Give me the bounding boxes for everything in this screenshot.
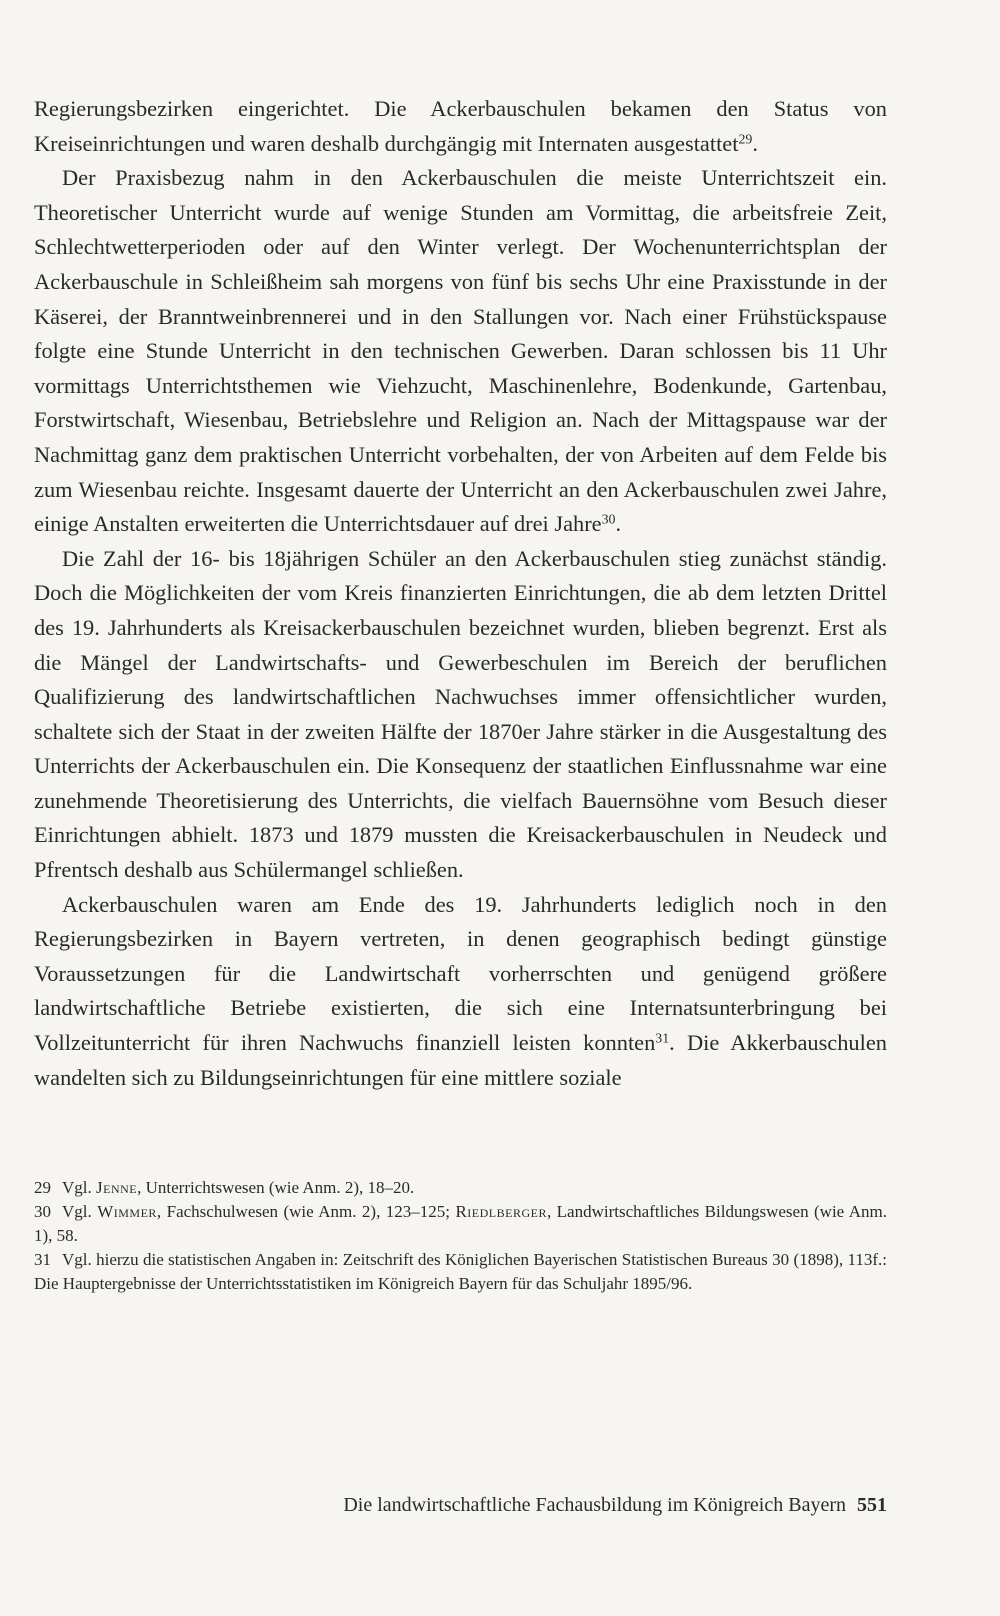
paragraph-4 bbox=[34, 888, 887, 1096]
footnote-author: Jenne bbox=[96, 1178, 138, 1197]
footnote-ref-31: 31 bbox=[655, 1031, 670, 1047]
footnote-author: Wimmer bbox=[97, 1202, 157, 1221]
footnote-text: Vgl. bbox=[62, 1178, 96, 1197]
paragraph-1 bbox=[34, 92, 887, 161]
footnote-number: 29 bbox=[34, 1178, 51, 1197]
footnote-29 bbox=[34, 1176, 887, 1200]
footnote-text: , Landwirtschaftliches Bildungswesen (wie Anm. 1), 58. bbox=[34, 1202, 887, 1245]
paragraph-3-text: Die Zahl der 16- bis 18jährigen Schüler an den Ackerbauschulen stieg zunächst ständig. Doch die Möglichkeiten der vom Kreis finanzierten Einrichtungen, die ab dem letzten Drittel des 19. Jahrhunderts als Kreisackerbauschulen bezeichnet wurden, blieben begrenzt. Erst als die Mängel der Landwirtschafts- und Gewerbeschulen im Bereich der beruflichen Qualifizierung des landwirtschaftlichen Nachwuchses immer offensichtlicher wurden, schaltete sich der Staat in der zweiten Hälfte der 1870er Jahre stärker in die Ausgestaltung des Unterrichts der Ackerbauschulen ein. Die Konsequenz der staatlichen Einflussnahme war eine zunehmende Theoretisierung des Unterrichts, die vielfach Bauernsöhne vom Besuch dieser Einrichtungen abhielt. 1873 und 1879 mussten die Kreisackerbauschulen in Neudeck und Pfrentsch deshalb aus Schülermangel schließen. bbox=[34, 545, 887, 883]
footnote-text: Vgl. bbox=[62, 1202, 98, 1221]
footnote-number: 31 bbox=[34, 1250, 51, 1269]
paragraph-1-tail: . bbox=[752, 130, 758, 156]
footnote-text: , Fachschulwesen (wie Anm. 2), 123–125; bbox=[156, 1202, 456, 1221]
paragraph-2-tail: . bbox=[615, 511, 622, 537]
footnote-text: , Unterrichtswesen (wie Anm. 2), 18–20. bbox=[137, 1178, 415, 1197]
body-text bbox=[34, 92, 887, 1095]
paragraph-1-text: Regierungsbezirken eingerichtet. Die Ackerbauschulen bekamen den Status von Kreiseinrichtungen und waren deshalb durchgängig mit Internaten ausgestattet bbox=[34, 96, 887, 156]
paragraph-4-tail: . Die Akkerbauschulen wandelten sich zu Bildungseinrichtungen für eine mittlere soziale bbox=[34, 1030, 887, 1090]
paragraph-2 bbox=[34, 161, 887, 542]
footnote-30 bbox=[34, 1200, 887, 1248]
paragraph-3 bbox=[34, 542, 887, 888]
footnote-ref-29: 29 bbox=[738, 131, 753, 147]
running-title: Die landwirtschaftliche Fachausbildung im Königreich Bayern bbox=[343, 1494, 846, 1516]
page-number: 551 bbox=[857, 1494, 887, 1516]
paragraph-4-text: Ackerbauschulen waren am Ende des 19. Jahrhunderts lediglich noch in den Regierungsbezirken in Bayern vertreten, in denen geographisch bedingt günstige Voraussetzungen für die Landwirtschaft vorherrschten und genügend größere landwirtschaftliche Betriebe existierten, die sich eine Internatsunterbringung bei Vollzeitunterricht für ihren Nachwuchs finanziell leisten konnten bbox=[34, 891, 887, 1056]
footnote-number: 30 bbox=[34, 1202, 51, 1221]
footnotes bbox=[34, 1176, 887, 1296]
footnote-text: Vgl. hierzu die statistischen Angaben in: Zeitschrift des Königlichen Bayerischen Statistischen Bureaus 30 (1898), 113f.: Die Hauptergebnisse der Unterrichtsstatistiken im Königreich Bayern für das Schuljahr 1895/96. bbox=[34, 1250, 887, 1293]
footnote-author: Riedlberger bbox=[455, 1202, 547, 1221]
paragraph-2-text: Der Praxisbezug nahm in den Ackerbauschulen die meiste Unterrichtszeit ein. Theoretischer Unterricht wurde auf wenige Stunden am Vormittag, die arbeitsfreie Zeit, Schlechtwetterperioden oder auf den Winter verlegt. Der Wochenunterrichtsplan der Ackerbauschule in Schleißheim sah morgens von fünf bis sechs Uhr eine Praxisstunde in der Käserei, der Branntweinbrennerei und in den Stallungen vor. Nach einer Frühstückspause folgte eine Stunde Unterricht in den technischen Gewerben. Daran schlossen bis 11 Uhr vormittags Unterrichtsthemen wie Viehzucht, Maschinenlehre, Bodenkunde, Gartenbau, Forstwirtschaft, Wiesenbau, Betriebslehre und Religion an. Nach der Mittagspause war der Nachmittag ganz dem praktischen Unterricht vorbehalten, der von Arbeiten auf dem Felde bis zum Wiesenbau reichte. Insgesamt dauerte der Unterricht an den Ackerbauschulen zwei Jahre, einige Anstalten erweiterten die Unterrichtsdauer auf drei Jahre bbox=[34, 165, 887, 537]
footnote-31 bbox=[34, 1248, 887, 1296]
running-footer bbox=[343, 1494, 887, 1517]
footnote-ref-30: 30 bbox=[601, 512, 616, 528]
